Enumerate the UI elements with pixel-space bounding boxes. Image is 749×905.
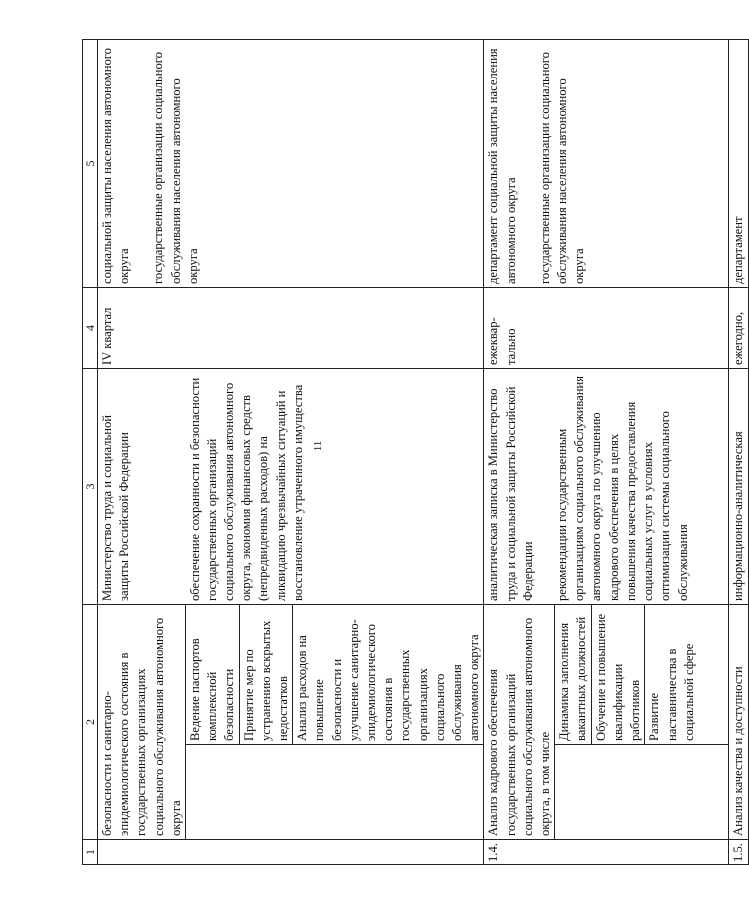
table-row: [484, 40, 555, 865]
row-1-4-col5-bottom: государственные организации социального обслуживания населения автономного округа: [537, 52, 587, 284]
block1-subitem-3: Анализ расходов на повышение безопасности и улучшение санитарно-эпидемиологического состояния в государственных организациях социального обслуживания автономного округа: [293, 605, 484, 745]
row-1-4-col4: ежеквар-тально: [484, 288, 729, 369]
header-col-2: 2: [83, 605, 98, 840]
header-col-1: 1: [83, 840, 98, 865]
row-1-5-title: Анализ качества и доступности: [729, 605, 748, 840]
row-1-4-col5-top: департамент социальной защиты населения автономного округа: [486, 48, 518, 284]
block1-subitem-1: Ведение паспортов комплексной безопасности: [186, 605, 240, 745]
rotated-table-wrapper: [82, 40, 746, 865]
document-area: [82, 40, 746, 865]
header-col-4: 4: [83, 288, 98, 369]
block1-col2-top: безопасности и санитарно-эпидемиологического состояния в государственных организациях социального обслуживания автономного округа: [98, 605, 186, 840]
row-number-cell: [98, 840, 484, 865]
block1-subitem-spacer: [186, 745, 240, 840]
block1-subitem-spacer: [293, 745, 484, 840]
row-1-5-col4: ежегодно,: [729, 288, 748, 369]
block1-col5: [98, 40, 484, 288]
row-1-5-col5: департамент: [729, 40, 748, 288]
row-1-4-subitem-1: Динамика заполнения вакантных должностей: [555, 605, 591, 745]
row-1-5-col3: информационно-аналитическая: [729, 369, 748, 605]
row-number-cell: 1.5.: [729, 840, 748, 865]
row-1-4-subitem-spacer: [555, 745, 591, 840]
page-number: 11: [312, 440, 324, 452]
table-row: [729, 40, 748, 865]
block1-col4: IV квартал: [98, 288, 484, 369]
row-1-4-subitem-3: Развитие наставничества в социальной сфере: [645, 605, 729, 745]
block1-subitem-2: Принятие мер по устранению вскрытых недостатков: [239, 605, 293, 745]
block1-col3-bottom: обеспечение сохранности и безопасности государственных организаций социального обслуживания автономного округа, экономия финансовых средств (непредвиденных расходов) на ликвидацию чрезвычайных ситуаций и восстановление утраченного имущества: [186, 369, 484, 605]
row-number-cell: 1.4.: [484, 840, 729, 865]
row-1-4-col5: [484, 40, 729, 288]
table-header-row: [83, 40, 98, 865]
row-1-4-title: Анализ кадрового обеспечения государственных организаций социального обслуживания автономного округа, в том числе: [484, 605, 555, 840]
plan-table: [82, 39, 749, 865]
table-row: [98, 40, 186, 865]
block1-col5-bottom: государственные организации социального обслуживания населения автономного округа: [151, 52, 200, 284]
row-1-4-col3-top: аналитическая записка в Министерство труда и социальной защиты Российской Федерации: [486, 386, 535, 601]
block1-col3-top: Министерство труда и социальной защиты Российской Федерации: [98, 369, 186, 605]
header-col-3: 3: [83, 369, 98, 605]
row-1-4-subitem-2: Обучение и повышение квалификации работников: [591, 605, 645, 745]
row-1-4-subitem-spacer: [591, 745, 645, 840]
header-col-5: 5: [83, 40, 98, 288]
block1-col5-top: социальной защиты населения автономного округа: [100, 48, 132, 284]
row-1-4-col3-bottom: рекомендации государственным организациям социального обслуживания автономного округа по улучшению кадрового обеспечения в целях повышения качества предоставления социальных услуг в условиях оптимизации системы социального обслуживания: [555, 375, 690, 601]
row-1-4-subitem-spacer: [645, 745, 729, 840]
block1-subitem-spacer: [239, 745, 293, 840]
row-1-4-col3: [484, 369, 729, 605]
